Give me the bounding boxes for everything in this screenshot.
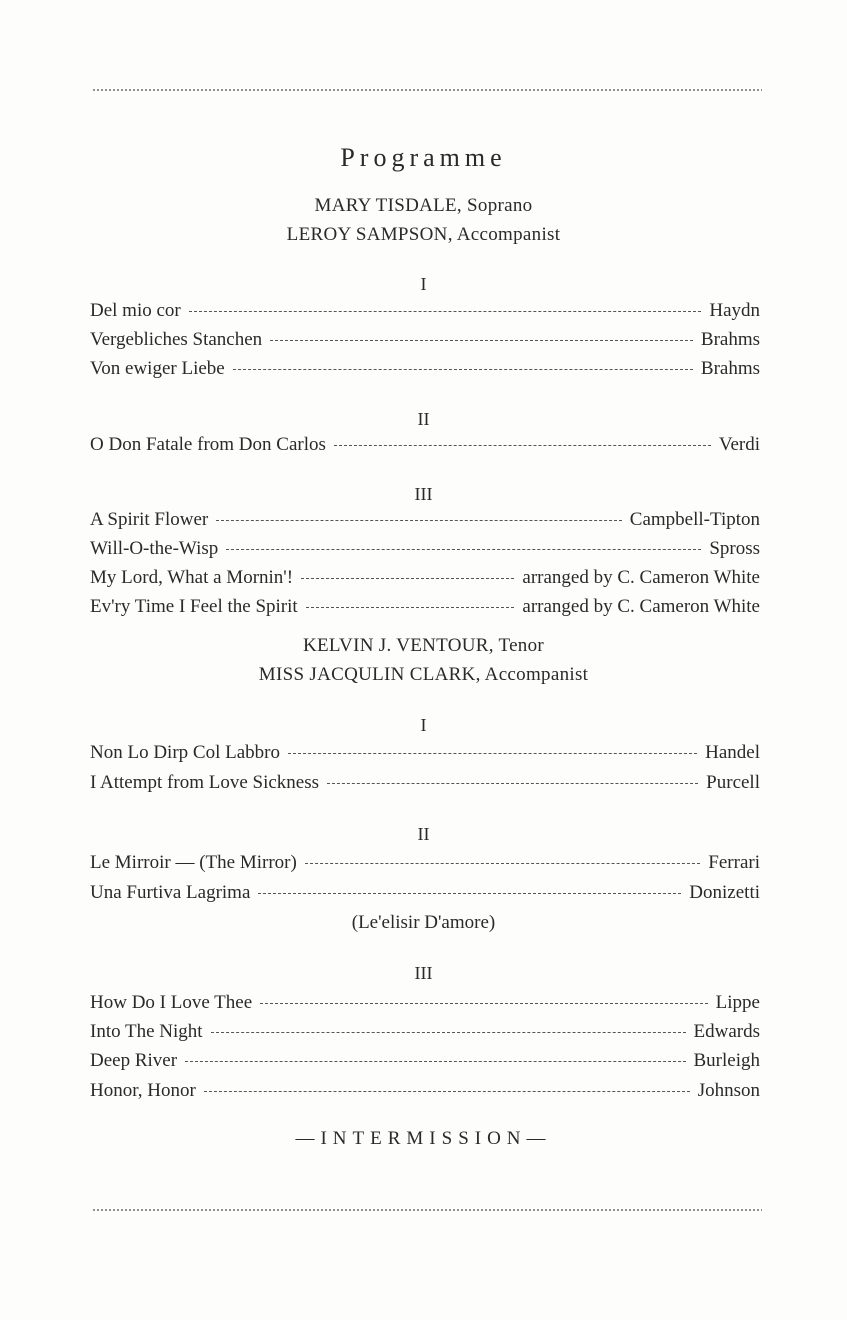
section-numeral: I: [420, 274, 427, 294]
piece-title: Honor, Honor: [90, 1080, 196, 1101]
piece-title: Deep River: [90, 1050, 178, 1071]
piece-title: Von ewiger Liebe: [90, 358, 225, 379]
dotted-leader: [258, 893, 681, 894]
dotted-leader: [189, 311, 702, 312]
dotted-leader: [204, 1091, 690, 1092]
piece-title: A Spirit Flower: [90, 509, 209, 530]
dotted-leader: [216, 520, 622, 521]
program-item: [90, 882, 760, 908]
composer-name: Ferrari: [708, 852, 760, 873]
dotted-leader: [260, 1003, 708, 1004]
piece-title: Una Furtiva Lagrima: [90, 882, 251, 903]
program-item: [90, 538, 760, 564]
composer-name: Spross: [709, 538, 760, 559]
dotted-leader: [211, 1032, 686, 1033]
composer-name: Campbell-Tipton: [629, 509, 760, 530]
programme-title: Programme: [340, 143, 507, 172]
dotted-leader: [226, 549, 701, 550]
program-item: [90, 852, 760, 878]
composer-name: Haydn: [709, 300, 760, 321]
intermission-heading: —INTERMISSION—: [295, 1128, 552, 1149]
piece-title: Del mio cor: [90, 300, 181, 321]
composer-name: Verdi: [718, 434, 760, 455]
piece-title: My Lord, What a Mornin'!: [90, 567, 294, 588]
piece-title: Non Lo Dirp Col Labbro: [90, 742, 280, 763]
composer-name: Handel: [705, 742, 760, 763]
dotted-leader: [233, 369, 693, 370]
program-item: [90, 596, 760, 622]
piece-title: How Do I Love Thee: [90, 992, 253, 1013]
dotted-leader: [288, 753, 697, 754]
program-item: [90, 1080, 760, 1106]
composer-name: arranged by C. Cameron White: [522, 567, 760, 588]
program-item: [90, 1050, 760, 1076]
dotted-leader: [185, 1061, 685, 1062]
composer-name: Burleigh: [693, 1050, 760, 1071]
piece-title: Will-O-the-Wisp: [90, 538, 219, 559]
dotted-leader: [334, 445, 711, 446]
dotted-leader: [306, 607, 515, 608]
section-numeral: II: [417, 824, 430, 844]
composer-name: Brahms: [700, 329, 760, 350]
program-item: [90, 567, 760, 593]
program-item: [90, 772, 760, 798]
program-item: [90, 329, 760, 355]
performer-soprano: MARY TISDALE, Soprano: [314, 195, 533, 216]
composer-name: arranged by C. Cameron White: [522, 596, 760, 617]
section-numeral: I: [420, 715, 427, 735]
program-item: [90, 1021, 760, 1047]
section-numeral: III: [414, 963, 433, 983]
dotted-leader: [270, 340, 693, 341]
accompanist-2: MISS JACQULIN CLARK, Accompanist: [258, 664, 589, 685]
top-ornament-divider: [92, 88, 762, 96]
accompanist-1: LEROY SAMPSON, Accompanist: [286, 224, 561, 245]
program-item: [90, 358, 760, 384]
performer-tenor: KELVIN J. VENTOUR, Tenor: [302, 635, 545, 656]
piece-title: Vergebliches Stanchen: [90, 329, 263, 350]
composer-name: Donizetti: [689, 882, 760, 903]
piece-title: O Don Fatale from Don Carlos: [90, 434, 326, 455]
program-item: [90, 300, 760, 326]
composer-name: Purcell: [706, 772, 760, 793]
program-item: [90, 434, 760, 460]
dotted-leader: [301, 578, 514, 579]
composer-name: Brahms: [700, 358, 760, 379]
section-numeral: II: [417, 409, 430, 429]
dotted-leader: [305, 863, 700, 864]
program-item: [90, 742, 760, 768]
section-numeral: III: [414, 484, 433, 504]
piece-title: Le Mirroir — (The Mirror): [90, 852, 297, 873]
composer-name: Lippe: [715, 992, 760, 1013]
opera-note: (Le'elisir D'amore): [351, 912, 496, 933]
piece-title: Into The Night: [90, 1021, 203, 1042]
composer-name: Edwards: [693, 1021, 760, 1042]
piece-title: I Attempt from Love Sickness: [90, 772, 320, 793]
piece-title: Ev'ry Time I Feel the Spirit: [90, 596, 298, 617]
program-item: [90, 992, 760, 1018]
dotted-leader: [327, 783, 698, 784]
bottom-ornament-divider: [92, 1208, 762, 1216]
program-item: [90, 509, 760, 535]
composer-name: Johnson: [697, 1080, 760, 1101]
